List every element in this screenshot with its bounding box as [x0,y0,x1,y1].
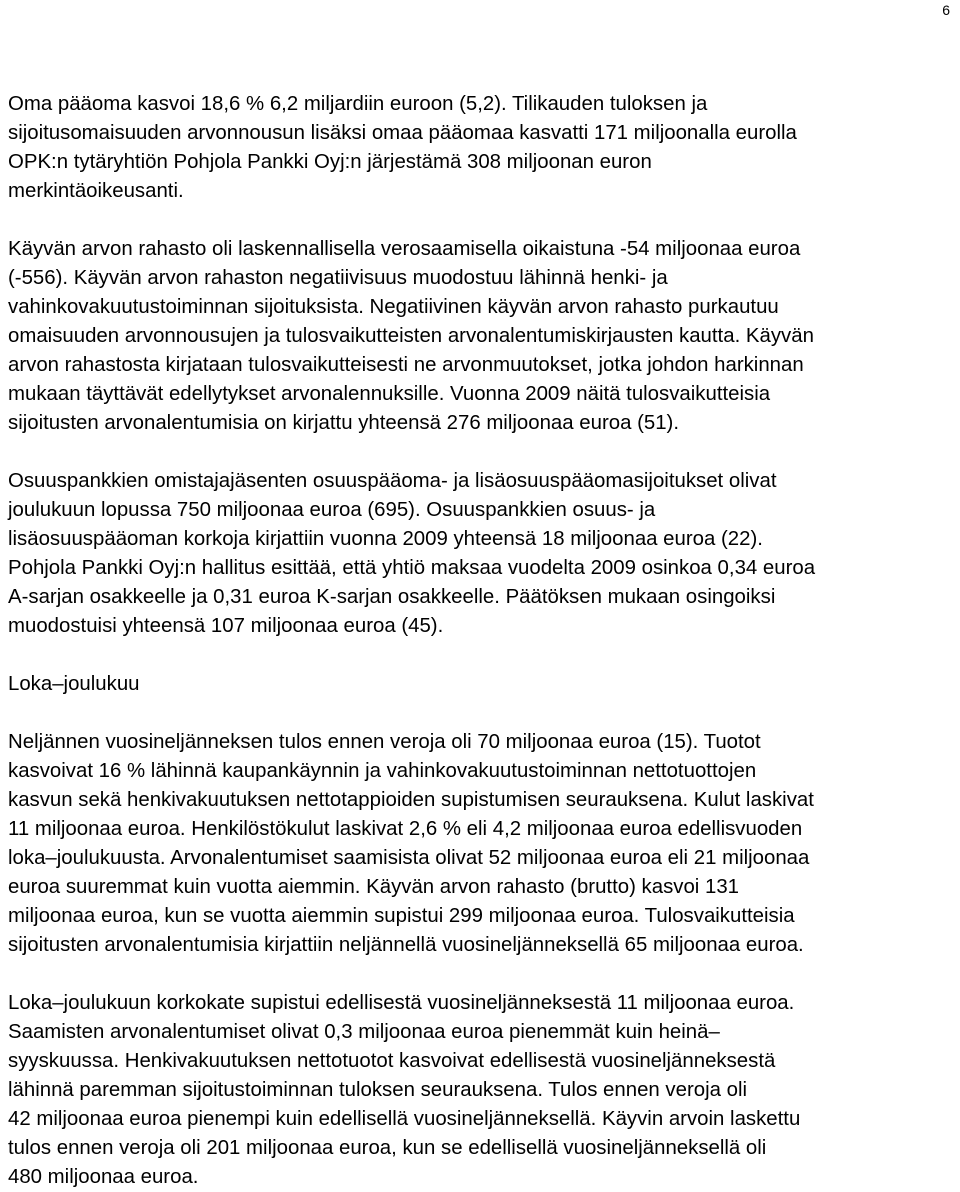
text-line: tulos ennen veroja oli 201 miljoonaa euroa, kun se edellisellä vuosineljänneksellä oli [8,1137,767,1159]
text-line: syyskuussa. Henkivakuutuksen nettotuotot kasvoivat edellisestä vuosineljänneksestä [8,1050,776,1072]
paragraph-q4-vs-q3 [8,989,954,1192]
text-line: omaisuuden arvonnousujen ja tulosvaikutteisten arvonalentumiskirjausten kautta. Käyvän [8,325,814,347]
document-body [8,90,954,1192]
paragraph-equity [8,90,954,206]
text-line: 11 miljoonaa euroa. Henkilöstökulut laskivat 2,6 % eli 4,2 miljoonaa euroa edellisvuoden [8,818,803,840]
text-line: sijoitusten arvonalentumisia kirjattiin neljännellä vuosineljänneksellä 65 miljoonaa euroa. [8,934,804,956]
text-line: Osuuspankkien omistajajäsenten osuuspääoma- ja lisäosuuspääomasijoitukset olivat [8,470,777,492]
text-line: kasvun sekä henkivakuutuksen nettotappioiden supistumisen seurauksena. Kulut laskivat [8,789,814,811]
section-heading [8,670,954,699]
text-line: mukaan täyttävät edellytykset arvonalennuksille. Vuonna 2009 näitä tulosvaikutteisia [8,383,771,405]
text-line: 42 miljoonaa euroa pienempi kuin edellisellä vuosineljänneksellä. Käyvin arvoin laskettu [8,1108,801,1130]
text-line: Käyvän arvon rahasto oli laskennallisella verosaamisella oikaistuna -54 miljoonaa euroa [8,238,801,260]
text-line: (-556). Käyvän arvon rahaston negatiivisuus muodostuu lähinnä henki- ja [8,267,668,289]
text-line: kasvoivat 16 % lähinnä kaupankäynnin ja vahinkovakuutustoiminnan nettotuottojen [8,760,757,782]
text-line: sijoitusten arvonalentumisia on kirjattu yhteensä 276 miljoonaa euroa (51). [8,412,680,434]
text-line: loka–joulukuusta. Arvonalentumiset saamisista olivat 52 miljoonaa euroa eli 21 miljoonaa [8,847,810,869]
text-line: lähinnä paremman sijoitustoiminnan tuloksen seurauksena. Tulos ennen veroja oli [8,1079,748,1101]
section-heading-text: Loka–joulukuu [8,673,140,695]
text-line: sijoitusomaisuuden arvonnousun lisäksi omaa pääomaa kasvatti 171 miljoonalla eurolla [8,122,797,144]
text-line: 480 miljoonaa euroa. [8,1166,199,1188]
text-line: miljoonaa euroa, kun se vuotta aiemmin supistui 299 miljoonaa euroa. Tulosvaikutteisia [8,905,795,927]
text-line: Oma pääoma kasvoi 18,6 % 6,2 miljardiin euroon (5,2). Tilikauden tuloksen ja [8,93,708,115]
text-line: Neljännen vuosineljänneksen tulos ennen veroja oli 70 miljoonaa euroa (15). Tuotot [8,731,761,753]
text-line: lisäosuuspääoman korkoja kirjattiin vuonna 2009 yhteensä 18 miljoonaa euroa (22). [8,528,763,550]
text-line: Saamisten arvonalentumiset olivat 0,3 miljoonaa euroa pienemmät kuin heinä– [8,1021,720,1043]
text-line: OPK:n tytäryhtiön Pohjola Pankki Oyj:n järjestämä 308 miljoonan euron [8,151,652,173]
text-line: Pohjola Pankki Oyj:n hallitus esittää, että yhtiö maksaa vuodelta 2009 osinkoa 0,34 euroa [8,557,816,579]
text-line: joulukuun lopussa 750 miljoonaa euroa (695). Osuuspankkien osuus- ja [8,499,656,521]
text-line: Loka–joulukuun korkokate supistui edellisestä vuosineljänneksestä 11 miljoonaa euroa. [8,992,795,1014]
text-line: euroa suuremmat kuin vuotta aiemmin. Käyvän arvon rahasto (brutto) kasvoi 131 [8,876,740,898]
text-line: merkintäoikeusanti. [8,180,184,202]
text-line: vahinkovakuutustoiminnan sijoituksista. Negatiivinen käyvän arvon rahasto purkautuu [8,296,779,318]
text-line: A-sarjan osakkeelle ja 0,31 euroa K-sarjan osakkeelle. Päätöksen mukaan osingoiksi [8,586,776,608]
paragraph-fair-value-reserve [8,235,954,438]
paragraph-cooperative-capital [8,467,954,641]
paragraph-q4-result [8,728,954,960]
text-line: arvon rahastosta kirjataan tulosvaikutteisesti ne arvonmuutokset, jotka johdon harkinnan [8,354,804,376]
text-line: muodostuisi yhteensä 107 miljoonaa euroa (45). [8,615,444,637]
page-number: 6 [942,2,950,18]
